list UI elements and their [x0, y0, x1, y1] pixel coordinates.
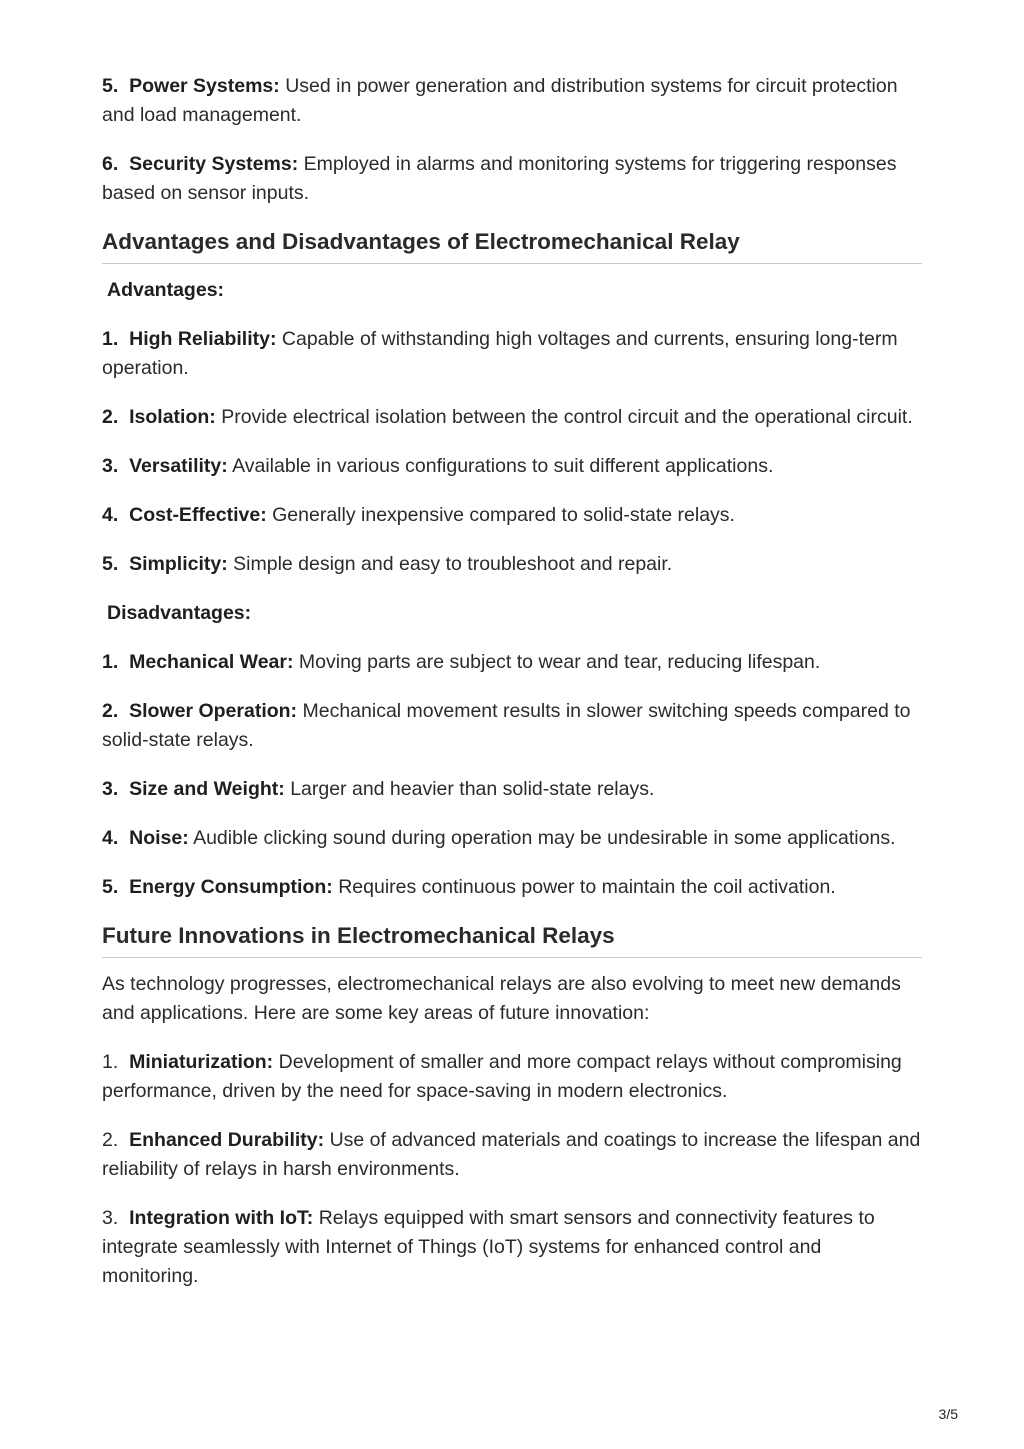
list-item [102, 824, 922, 853]
item-text: Mechanical movement results in slower switching speeds compared to solid-state relays. [102, 700, 911, 751]
section-intro: As technology progresses, electromechanical relays are also evolving to meet new demands and applications. Here are some key areas of future innovation: [102, 973, 901, 1024]
list-item [102, 150, 922, 208]
item-term: Enhanced Durability: [129, 1129, 325, 1151]
item-number: 5. [102, 75, 119, 97]
item-number: 5. [102, 876, 119, 898]
section-heading-future: Future Innovations in Electromechanical Relays [102, 922, 922, 958]
item-number: 2. [102, 406, 119, 428]
item-term: Isolation: [129, 406, 216, 428]
applications-list [102, 72, 922, 208]
disadvantages-list [102, 648, 922, 902]
item-number: 5. [102, 553, 119, 575]
item-text: Provide electrical isolation between the control circuit and the operational circuit. [221, 406, 913, 428]
list-item [102, 452, 922, 481]
item-number: 4. [102, 827, 119, 849]
item-text: Relays equipped with smart sensors and connectivity features to integrate seamlessly with Internet of Things (IoT) systems for enhanced control and monitoring. [102, 1207, 875, 1287]
item-number: 6. [102, 153, 119, 175]
list-item [102, 325, 922, 383]
future-list [102, 1048, 922, 1291]
item-text: Moving parts are subject to wear and tear, reducing lifespan. [298, 651, 821, 673]
item-number: 1. [102, 328, 119, 350]
list-item [102, 72, 922, 130]
item-term: Simplicity: [129, 553, 228, 575]
item-term: High Reliability: [129, 328, 277, 350]
item-number: 2. [102, 1129, 119, 1151]
list-item [102, 873, 922, 902]
list-item [102, 1126, 922, 1184]
item-number: 1. [102, 651, 119, 673]
list-item [102, 1204, 922, 1291]
item-number: 2. [102, 700, 119, 722]
item-text: Capable of withstanding high voltages and currents, ensuring long-term operation. [102, 328, 898, 379]
item-text: Used in power generation and distribution systems for circuit protection and load management. [102, 75, 898, 126]
item-number: 3. [102, 778, 119, 800]
item-number: 3. [102, 1207, 119, 1229]
disadvantages-label: Disadvantages: [107, 602, 252, 624]
item-number: 1. [102, 1051, 119, 1073]
list-item [102, 550, 922, 579]
list-item [102, 648, 922, 677]
item-term: Slower Operation: [129, 700, 298, 722]
advantages-label: Advantages: [107, 279, 225, 301]
list-item [102, 1048, 922, 1106]
item-text: Audible clicking sound during operation may be undesirable in some applications. [193, 827, 896, 849]
list-item [102, 501, 922, 530]
document-page [102, 72, 922, 1311]
list-item [102, 697, 922, 755]
item-text: Generally inexpensive compared to solid-state relays. [272, 504, 735, 526]
item-term: Cost-Effective: [129, 504, 267, 526]
item-text: Employed in alarms and monitoring systems for triggering responses based on sensor inputs. [102, 153, 897, 204]
section-heading-advantages: Advantages and Disadvantages of Electromechanical Relay [102, 228, 922, 264]
item-term: Size and Weight: [129, 778, 285, 800]
item-term: Miniaturization: [129, 1051, 274, 1073]
item-term: Noise: [129, 827, 189, 849]
item-text: Available in various configurations to suit different applications. [232, 455, 774, 477]
item-term: Integration with IoT: [129, 1207, 314, 1229]
item-number: 3. [102, 455, 119, 477]
item-text: Use of advanced materials and coatings to increase the lifespan and reliability of relays in harsh environments. [102, 1129, 921, 1180]
item-number: 4. [102, 504, 119, 526]
item-term: Energy Consumption: [129, 876, 333, 898]
item-term: Power Systems: [129, 75, 280, 97]
list-item [102, 775, 922, 804]
item-term: Versatility: [129, 455, 228, 477]
advantages-list [102, 325, 922, 579]
item-term: Security Systems: [129, 153, 299, 175]
item-text: Requires continuous power to maintain the coil activation. [338, 876, 836, 898]
item-text: Simple design and easy to troubleshoot and repair. [233, 553, 673, 575]
item-text: Larger and heavier than solid-state relays. [290, 778, 655, 800]
item-text: Development of smaller and more compact relays without compromising performance, driven by the need for space-saving in modern electronics. [102, 1051, 902, 1102]
page-number: 3/5 [938, 1406, 958, 1422]
list-item [102, 403, 922, 432]
item-term: Mechanical Wear: [129, 651, 294, 673]
